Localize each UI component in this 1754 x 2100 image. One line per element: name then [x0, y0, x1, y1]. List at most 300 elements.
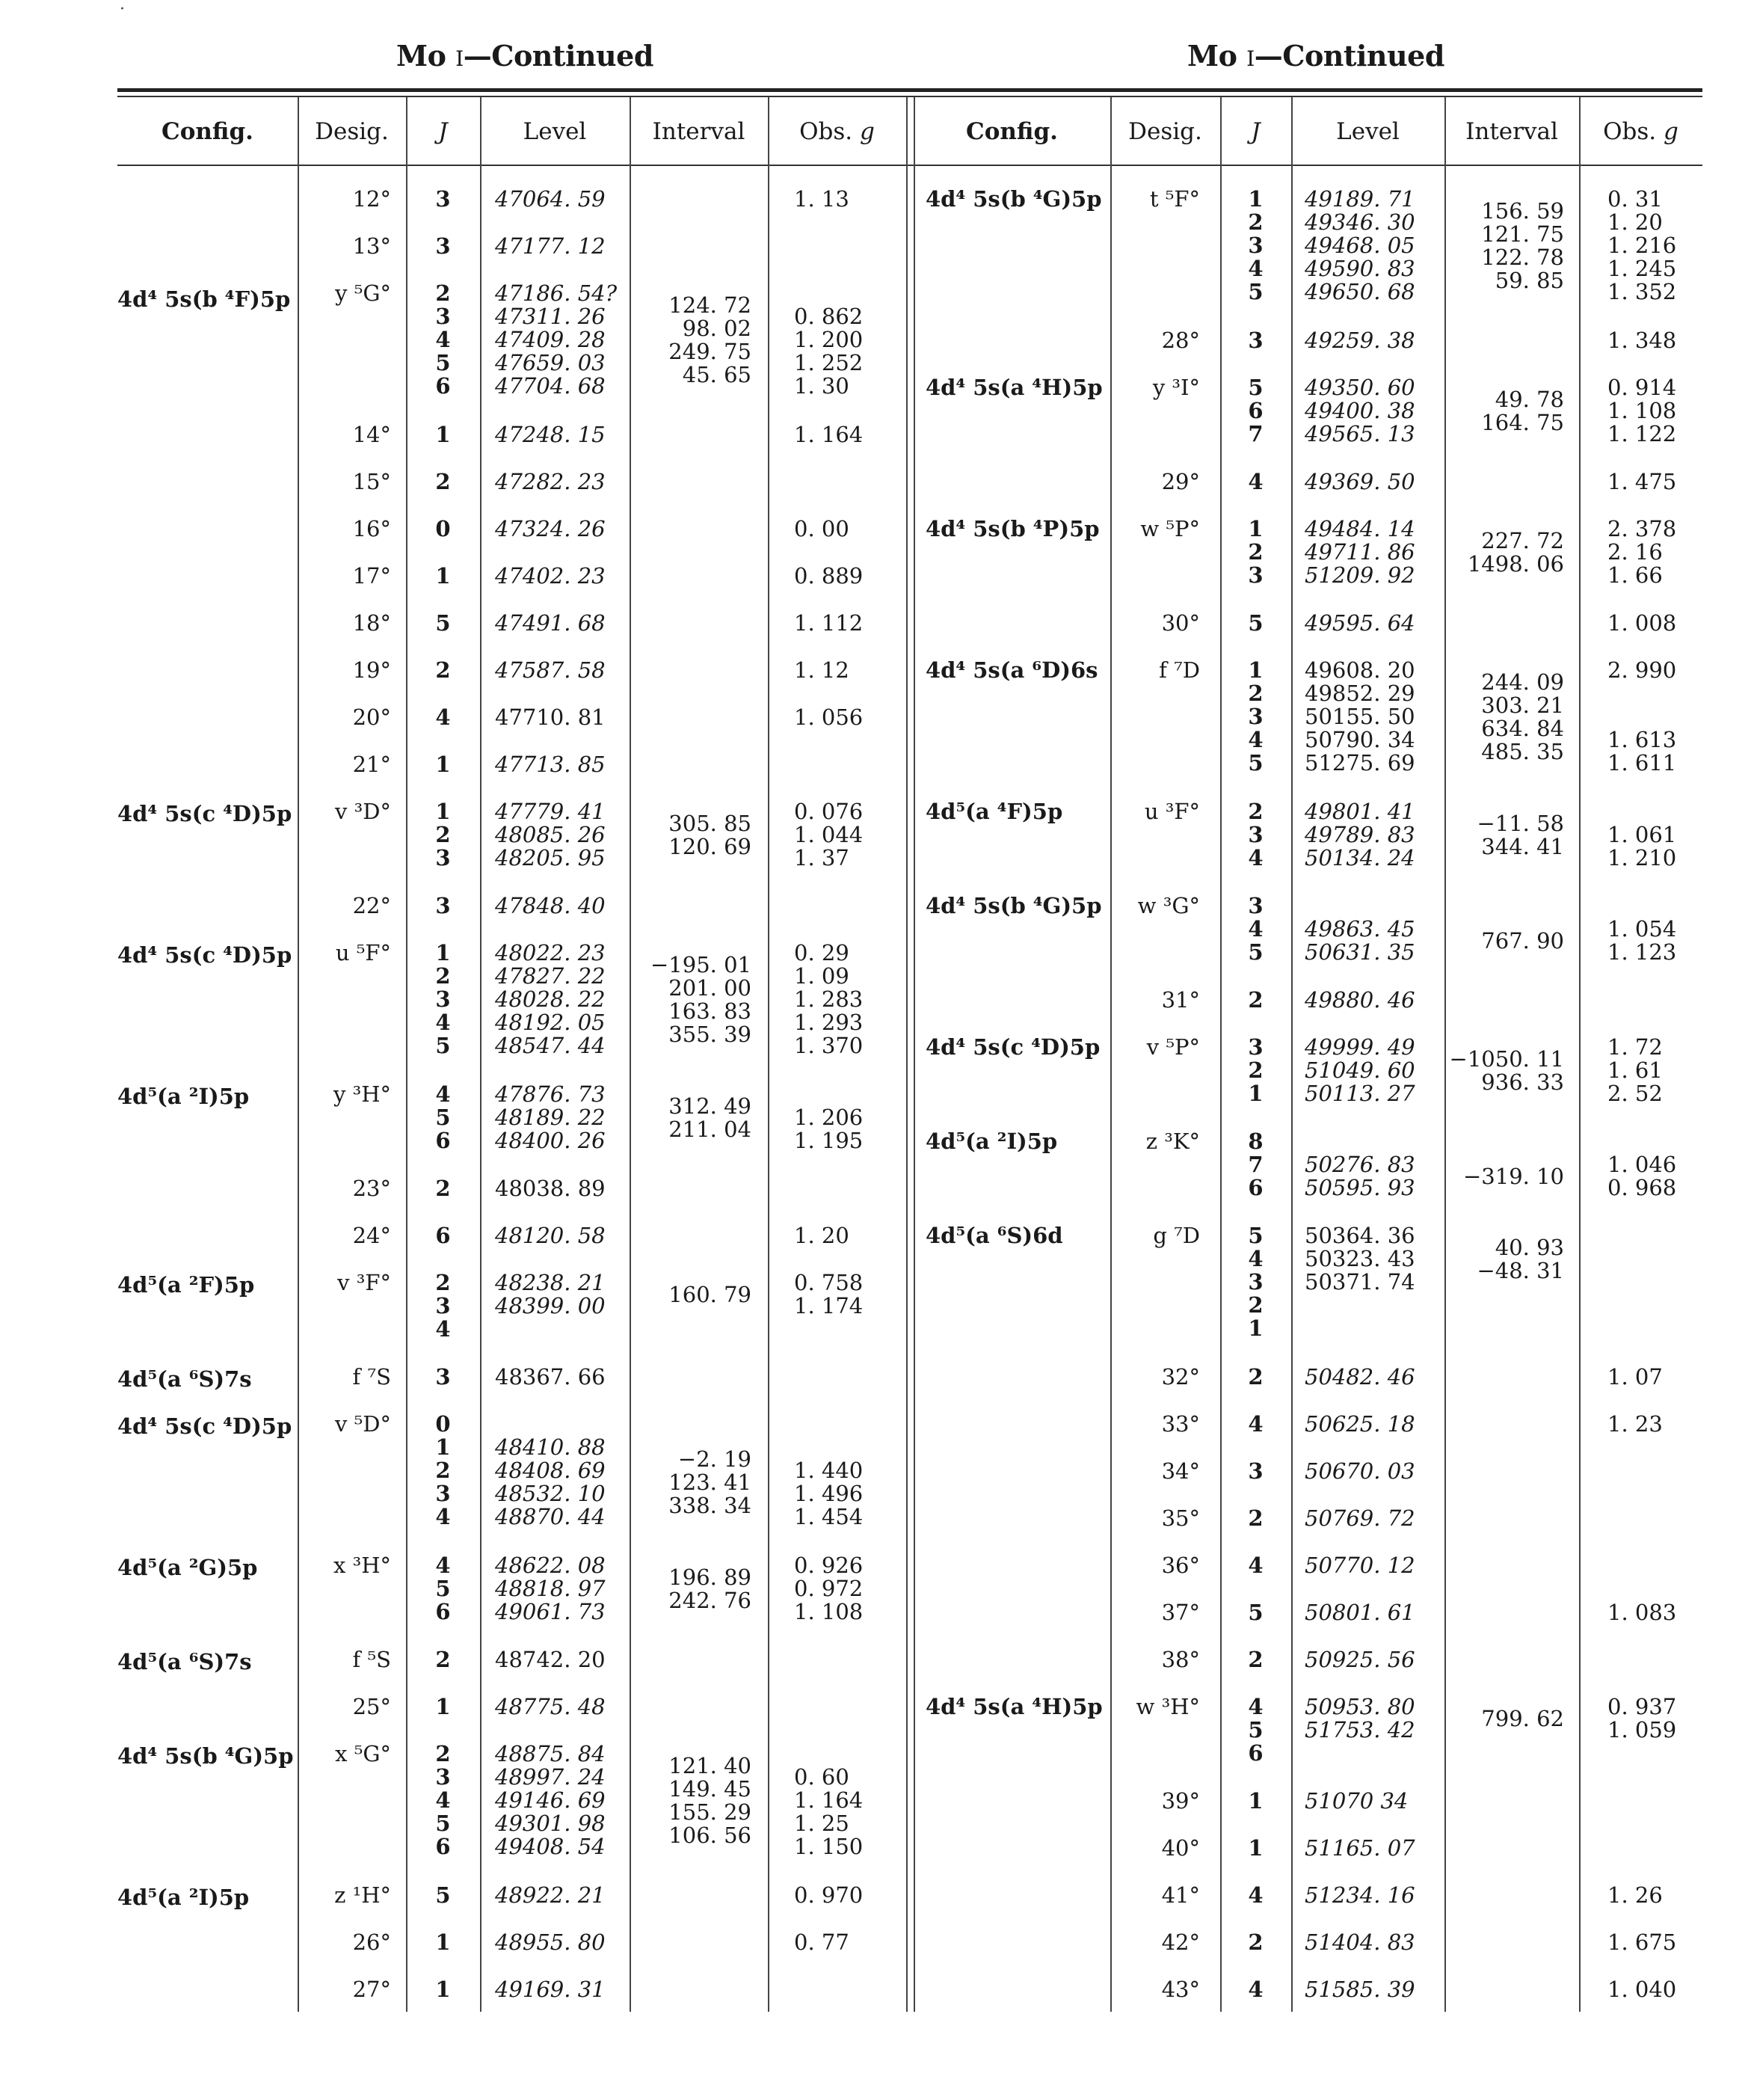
right-obs-g-cell: 1. 23: [1607, 1411, 1663, 1437]
left-obs-g-header: Obs. g: [799, 118, 875, 145]
right-j-cell: 2: [1248, 539, 1264, 565]
left-interval-cell: 98. 02: [682, 316, 751, 341]
left-j-cell: 1: [435, 1977, 451, 2002]
left-designation-cell: 13°: [352, 233, 391, 259]
right-level-cell: 51209. 92: [1305, 562, 1415, 588]
left-level-cell: 47186. 54?: [495, 280, 618, 306]
left-j-cell: 2: [435, 963, 451, 989]
right-level-cell: 49484. 14: [1305, 516, 1415, 541]
right-obs-g-cell: 1. 675: [1607, 1929, 1677, 1955]
left-designation-cell: z ¹H°: [334, 1882, 391, 1908]
left-designation-cell: 16°: [352, 516, 391, 541]
right-designation-cell: 30°: [1161, 610, 1200, 636]
left-j-cell: 4: [435, 1553, 451, 1578]
right-level-cell: 50113. 27: [1305, 1081, 1415, 1106]
right-level-cell: 49259. 38: [1305, 328, 1415, 353]
left-j-cell: 1: [435, 422, 451, 447]
right-designation-cell: 34°: [1161, 1458, 1200, 1484]
right-obs-g-cell: 1. 07: [1607, 1364, 1663, 1390]
right-obs-g-cell: 1. 122: [1607, 421, 1677, 446]
left-interval-header: Interval: [652, 118, 745, 145]
left-interval-cell: 106. 56: [668, 1823, 751, 1848]
right-obs-g-cell: 1. 046: [1607, 1152, 1677, 1177]
left-j-cell: 3: [435, 1764, 451, 1790]
left-level-cell: 47587. 58: [495, 657, 606, 683]
left-level-cell: 48400. 26: [495, 1128, 606, 1153]
right-obs-g-cell: 1. 008: [1607, 610, 1677, 636]
left-j-cell: 2: [435, 1270, 451, 1295]
right-obs-g-cell: 1. 613: [1607, 727, 1677, 752]
header-bottom-rule: [117, 165, 1702, 166]
right-config-cell: 4d⁵(a ²I)5p: [926, 1129, 1058, 1154]
left-j-cell: 6: [435, 1128, 451, 1153]
left-j-cell: 5: [435, 610, 451, 636]
right-interval-cell: 485. 35: [1481, 739, 1564, 764]
center-divider-b: [914, 97, 915, 2012]
right-designation-cell: 35°: [1161, 1505, 1200, 1531]
left-config-cell: 4d⁵(a ²G)5p: [117, 1555, 258, 1580]
left-level-cell: 48870. 44: [495, 1504, 606, 1529]
left-j-cell: 2: [435, 1741, 451, 1766]
left-level-cell: 47064. 59: [495, 186, 606, 212]
left-designation-cell: 17°: [352, 563, 391, 589]
left-obs-g-cell: 1. 283: [794, 986, 864, 1012]
left-interval-cell: 242. 76: [668, 1588, 751, 1613]
left-interval-cell: 201. 00: [668, 975, 751, 1001]
right-j-cell: 1: [1248, 186, 1264, 212]
left-obs-g-cell: 1. 37: [794, 845, 849, 871]
right-designation-cell: g ⁷D: [1153, 1223, 1200, 1248]
left-j-cell: 2: [435, 822, 451, 847]
left-level-cell: 47324. 26: [495, 516, 606, 541]
right-column-divider: [1291, 97, 1293, 2012]
right-j-cell: 4: [1248, 469, 1264, 494]
right-j-cell: 5: [1248, 750, 1264, 776]
right-designation-cell: f ⁷D: [1159, 657, 1200, 683]
left-j-cell: 0: [435, 1411, 451, 1437]
left-j-cell: 4: [435, 327, 451, 352]
right-j-cell: 2: [1248, 799, 1264, 824]
left-j-cell: 5: [435, 1576, 451, 1601]
left-config-cell: 4d⁵(a ²I)5p: [117, 1885, 250, 1910]
right-level-cell: 51275. 69: [1305, 750, 1415, 776]
right-j-cell: 3: [1248, 1034, 1264, 1060]
right-j-cell: 3: [1248, 704, 1264, 729]
right-level-cell: 49468. 05: [1305, 233, 1415, 258]
scan-speck: ·: [120, 0, 125, 19]
left-level-cell: 48547. 44: [495, 1033, 606, 1058]
right-interval-cell: 936. 33: [1481, 1069, 1564, 1095]
right-designation-cell: 41°: [1161, 1882, 1200, 1908]
left-j-cell: 5: [435, 350, 451, 375]
left-obs-g-cell: 0. 889: [794, 563, 864, 589]
right-interval-cell: 244. 09: [1481, 669, 1564, 695]
left-designation-cell: 25°: [352, 1694, 391, 1719]
right-j-cell: 2: [1248, 209, 1264, 235]
right-j-cell: 2: [1248, 1292, 1264, 1318]
center-divider-a: [906, 97, 908, 2012]
right-obs-g-cell: 1. 611: [1607, 750, 1677, 776]
right-config-cell: 4d⁴ 5s(b ⁴P)5p: [926, 516, 1100, 541]
left-j-cell: 2: [435, 1647, 451, 1672]
right-obs-g-cell: 0. 937: [1607, 1694, 1677, 1719]
left-level-cell: 47491. 68: [495, 610, 606, 636]
right-j-header: J: [1251, 118, 1261, 145]
left-config-cell: 4d⁵(a ²F)5p: [117, 1272, 255, 1298]
right-j-cell: 5: [1248, 1600, 1264, 1625]
right-obs-g-cell: 1. 108: [1607, 398, 1677, 423]
right-j-cell: 4: [1248, 1694, 1264, 1719]
left-obs-g-cell: 1. 440: [794, 1458, 864, 1483]
left-obs-g-cell: 1. 195: [794, 1128, 864, 1153]
right-j-cell: 2: [1248, 681, 1264, 706]
left-designation-cell: 12°: [352, 186, 391, 212]
left-interval-cell: 160. 79: [668, 1282, 751, 1307]
right-interval-cell: −48. 31: [1477, 1258, 1564, 1283]
right-j-cell: 2: [1248, 987, 1264, 1013]
right-designation-cell: 28°: [1161, 328, 1200, 353]
left-obs-g-cell: 0. 60: [794, 1764, 849, 1790]
right-interval-cell: 40. 93: [1495, 1235, 1564, 1260]
top-rule-thin: [117, 96, 1702, 97]
right-level-cell: 50631. 35: [1305, 939, 1415, 965]
left-interval-cell: −195. 01: [650, 952, 751, 977]
left-j-cell: 5: [435, 1105, 451, 1130]
left-designation-cell: x ⁵G°: [335, 1741, 391, 1766]
right-j-cell: 4: [1248, 845, 1264, 871]
left-level-cell: 48120. 58: [495, 1223, 606, 1248]
right-j-cell: 3: [1248, 893, 1264, 918]
left-level-cell: 47704. 68: [495, 373, 606, 399]
left-level-cell: 49146. 69: [495, 1787, 606, 1813]
left-level-cell: 47282. 23: [495, 469, 606, 494]
right-obs-g-cell: 1. 72: [1607, 1034, 1663, 1060]
left-obs-g-cell: 1. 044: [794, 822, 864, 847]
left-level-cell: 48192. 05: [495, 1010, 606, 1035]
right-obs-g-cell: 1. 210: [1607, 845, 1677, 871]
left-level-cell: 49169. 31: [495, 1977, 606, 2002]
right-interval-cell: 227. 72: [1481, 528, 1564, 553]
right-j-cell: 7: [1248, 421, 1264, 446]
right-j-cell: 4: [1248, 1977, 1264, 2002]
right-interval-cell: 59. 85: [1495, 268, 1564, 293]
left-j-cell: 3: [435, 893, 451, 918]
left-level-header: Level: [523, 118, 587, 145]
left-designation-cell: v ³D°: [335, 799, 391, 824]
right-obs-g-cell: 1. 123: [1607, 939, 1677, 965]
left-obs-g-cell: 0. 862: [794, 304, 864, 329]
left-column-divider: [768, 97, 769, 2012]
left-designation-cell: 23°: [352, 1176, 391, 1201]
right-j-cell: 4: [1248, 1553, 1264, 1578]
left-designation-cell: y ⁵G°: [335, 280, 391, 306]
left-level-cell: 47311. 26: [495, 304, 606, 329]
left-level-cell: 48955. 80: [495, 1929, 606, 1955]
left-level-cell: 48532. 10: [495, 1481, 606, 1506]
right-designation-cell: w ⁵P°: [1140, 516, 1200, 541]
right-level-cell: 50371. 74: [1305, 1269, 1415, 1295]
left-obs-g-cell: 1. 252: [794, 350, 864, 375]
right-j-cell: 4: [1248, 727, 1264, 752]
left-obs-g-cell: 1. 108: [794, 1599, 864, 1624]
left-designation-cell: 26°: [352, 1929, 391, 1955]
right-j-cell: 5: [1248, 1223, 1264, 1248]
left-j-cell: 3: [435, 845, 451, 871]
right-level-cell: 49789. 83: [1305, 822, 1415, 847]
left-interval-cell: −2. 19: [677, 1446, 751, 1472]
right-designation-cell: z ³K°: [1145, 1129, 1200, 1154]
right-j-cell: 1: [1248, 1788, 1264, 1814]
right-level-cell: 51234. 16: [1305, 1882, 1415, 1908]
left-j-cell: 5: [435, 1033, 451, 1058]
left-j-cell: 3: [435, 186, 451, 212]
left-obs-g-cell: 0. 076: [794, 799, 864, 824]
left-designation-cell: y ³H°: [333, 1081, 391, 1107]
right-obs-g-cell: 1. 054: [1607, 916, 1677, 942]
left-obs-g-cell: 1. 174: [794, 1293, 864, 1318]
left-designation-cell: v ³F°: [337, 1270, 391, 1295]
left-obs-g-cell: 1. 164: [794, 422, 864, 447]
left-obs-g-cell: 1. 13: [794, 186, 849, 212]
right-level-cell: 50769. 72: [1305, 1505, 1415, 1531]
right-config-header: Config.: [966, 118, 1058, 145]
left-obs-g-cell: 1. 370: [794, 1033, 864, 1058]
right-j-cell: 3: [1248, 562, 1264, 588]
top-double-rule: [117, 88, 1702, 92]
left-level-cell: 47710. 81: [495, 704, 606, 730]
right-obs-g-cell: 1. 352: [1607, 279, 1677, 304]
left-designation-cell: u ⁵F°: [335, 940, 391, 965]
right-j-cell: 1: [1248, 1835, 1264, 1861]
right-config-cell: 4d⁴ 5s(b ⁴G)5p: [926, 893, 1102, 918]
right-obs-g-cell: 1. 040: [1607, 1977, 1677, 2002]
left-designation-cell: 19°: [352, 657, 391, 683]
left-level-cell: 48408. 69: [495, 1458, 606, 1483]
right-j-cell: 5: [1248, 939, 1264, 965]
right-designation-cell: y ³I°: [1152, 375, 1200, 400]
right-interval-cell: −319. 10: [1463, 1164, 1564, 1189]
right-obs-g-cell: 0. 31: [1607, 186, 1663, 212]
right-j-cell: 5: [1248, 1717, 1264, 1743]
right-designation-cell: 38°: [1161, 1647, 1200, 1672]
left-level-cell: 47402. 23: [495, 563, 606, 589]
left-j-cell: 5: [435, 1882, 451, 1908]
right-obs-g-cell: 1. 20: [1607, 209, 1663, 235]
left-level-cell: 47248. 15: [495, 422, 606, 447]
right-level-cell: 49608. 20: [1305, 657, 1415, 683]
right-designation-cell: 42°: [1161, 1929, 1200, 1955]
left-interval-cell: 163. 83: [668, 998, 751, 1024]
left-j-cell: 3: [435, 986, 451, 1012]
left-level-cell: 48399. 00: [495, 1293, 606, 1318]
left-obs-g-cell: 1. 496: [794, 1481, 864, 1506]
right-level-cell: 50482. 46: [1305, 1364, 1415, 1390]
left-level-cell: 48022. 23: [495, 940, 606, 965]
right-interval-cell: 49. 78: [1495, 387, 1564, 412]
left-level-cell: 47409. 28: [495, 327, 606, 352]
right-obs-g-cell: 1. 66: [1607, 562, 1663, 588]
right-level-cell: 50276. 83: [1305, 1152, 1415, 1177]
right-obs-g-cell: 1. 61: [1607, 1057, 1663, 1083]
left-level-cell: 48742. 20: [495, 1647, 606, 1672]
right-level-cell: 50953. 80: [1305, 1694, 1415, 1719]
left-designation-cell: 15°: [352, 469, 391, 494]
right-level-cell: 49350. 60: [1305, 375, 1415, 400]
left-designation-cell: 21°: [352, 752, 391, 777]
right-interval-cell: 156. 59: [1481, 198, 1564, 224]
right-level-cell: 51753. 42: [1305, 1717, 1415, 1743]
right-obs-g-cell: 1. 216: [1607, 233, 1677, 258]
right-interval-cell: 634. 84: [1481, 716, 1564, 741]
left-interval-cell: 121. 40: [668, 1753, 751, 1778]
left-level-cell: 48818. 97: [495, 1576, 606, 1601]
right-level-cell: 50770. 12: [1305, 1553, 1415, 1578]
right-table-title: Mo I—Continued: [1187, 39, 1444, 73]
left-level-cell: 49408. 54: [495, 1834, 606, 1859]
left-designation-cell: f ⁵S: [352, 1647, 391, 1672]
left-interval-cell: 312. 49: [668, 1093, 751, 1119]
left-j-cell: 3: [435, 233, 451, 259]
left-interval-cell: 120. 69: [668, 834, 751, 859]
left-level-cell: 48997. 24: [495, 1764, 606, 1790]
right-obs-g-cell: 1. 061: [1607, 822, 1677, 847]
left-level-cell: 48367. 66: [495, 1364, 606, 1390]
left-j-cell: 1: [435, 1694, 451, 1719]
right-level-cell: 49650. 68: [1305, 279, 1415, 304]
left-obs-g-cell: 1. 112: [794, 610, 864, 636]
left-j-cell: 2: [435, 657, 451, 683]
left-desig-header: Desig.: [315, 118, 389, 145]
right-j-cell: 1: [1248, 657, 1264, 683]
left-designation-cell: 18°: [352, 610, 391, 636]
right-designation-cell: w ³G°: [1137, 893, 1200, 918]
right-designation-cell: 36°: [1161, 1553, 1200, 1578]
left-config-cell: 4d⁵(a ²I)5p: [117, 1084, 250, 1109]
left-obs-g-cell: 1. 293: [794, 1010, 864, 1035]
left-level-cell: 49061. 73: [495, 1599, 606, 1624]
right-config-cell: 4d⁴ 5s(a ⁴H)5p: [926, 375, 1103, 400]
right-designation-cell: 39°: [1161, 1788, 1200, 1814]
left-level-cell: 48038. 89: [495, 1176, 606, 1201]
right-level-cell: 51585. 39: [1305, 1977, 1415, 2002]
left-j-cell: 0: [435, 516, 451, 541]
left-obs-g-cell: 1. 206: [794, 1105, 864, 1130]
left-designation-cell: v ⁵D°: [335, 1411, 391, 1437]
left-obs-g-cell: 0. 00: [794, 516, 849, 541]
right-level-cell: 50790. 34: [1305, 727, 1415, 752]
left-j-cell: 3: [435, 304, 451, 329]
right-level-cell: 49369. 50: [1305, 469, 1415, 494]
right-interval-cell: −1050. 11: [1449, 1046, 1564, 1072]
right-obs-g-cell: 1. 059: [1607, 1717, 1677, 1743]
right-level-cell: 50364. 36: [1305, 1223, 1415, 1248]
left-designation-cell: 14°: [352, 422, 391, 447]
right-obs-g-cell: 1. 26: [1607, 1882, 1663, 1908]
right-level-cell: 50625. 18: [1305, 1411, 1415, 1437]
left-j-cell: 1: [435, 1929, 451, 1955]
left-level-cell: 47779. 41: [495, 799, 606, 824]
left-designation-cell: 22°: [352, 893, 391, 918]
right-j-cell: 5: [1248, 375, 1264, 400]
right-config-cell: 4d⁴ 5s(a ⁴H)5p: [926, 1694, 1103, 1719]
right-j-cell: 6: [1248, 1175, 1264, 1200]
left-interval-cell: 338. 34: [668, 1493, 751, 1518]
left-designation-cell: 27°: [352, 1977, 391, 2002]
left-obs-g-cell: 1. 164: [794, 1787, 864, 1813]
right-level-cell: 51049. 60: [1305, 1057, 1415, 1083]
right-j-cell: 6: [1248, 1740, 1264, 1766]
left-interval-cell: 305. 85: [668, 811, 751, 836]
left-j-cell: 4: [435, 1787, 451, 1813]
left-interval-cell: 45. 65: [682, 362, 751, 387]
right-j-cell: 4: [1248, 1411, 1264, 1437]
right-j-cell: 4: [1248, 1882, 1264, 1908]
right-config-cell: 4d⁴ 5s(a ⁶D)6s: [926, 657, 1098, 683]
right-designation-cell: 32°: [1161, 1364, 1200, 1390]
right-designation-cell: u ³F°: [1144, 799, 1200, 824]
left-obs-g-cell: 1. 056: [794, 704, 864, 730]
right-obs-g-header: Obs. g: [1603, 118, 1678, 145]
left-level-cell: 48622. 08: [495, 1553, 606, 1578]
left-j-cell: 1: [435, 799, 451, 824]
left-level-cell: 48238. 21: [495, 1270, 606, 1295]
left-level-cell: 48775. 48: [495, 1694, 606, 1719]
right-obs-g-cell: 0. 914: [1607, 375, 1677, 400]
left-config-cell: 4d⁴ 5s(c ⁴D)5p: [117, 801, 292, 826]
right-desig-header: Desig.: [1128, 118, 1202, 145]
right-designation-cell: v ⁵P°: [1146, 1034, 1200, 1060]
left-j-cell: 2: [435, 469, 451, 494]
right-interval-cell: 1498. 06: [1467, 551, 1564, 577]
right-designation-cell: 40°: [1161, 1835, 1200, 1861]
right-j-cell: 2: [1248, 1647, 1264, 1672]
left-obs-g-cell: 0. 970: [794, 1882, 864, 1908]
right-obs-g-cell: 2. 52: [1607, 1081, 1663, 1106]
right-j-cell: 5: [1248, 279, 1264, 304]
right-interval-header: Interval: [1465, 118, 1558, 145]
right-level-cell: 50801. 61: [1305, 1600, 1415, 1625]
left-j-cell: 3: [435, 1364, 451, 1390]
right-designation-cell: t ⁵F°: [1149, 186, 1200, 212]
right-level-cell: 51404. 83: [1305, 1929, 1415, 1955]
left-table-title: Mo I—Continued: [396, 39, 653, 73]
left-level-cell: 47876. 73: [495, 1081, 606, 1107]
right-designation-cell: 37°: [1161, 1600, 1200, 1625]
left-column-divider: [480, 97, 481, 2012]
right-level-cell: 49400. 38: [1305, 398, 1415, 423]
right-level-header: Level: [1336, 118, 1400, 145]
right-interval-cell: 164. 75: [1481, 410, 1564, 435]
right-interval-cell: 767. 90: [1481, 928, 1564, 954]
left-interval-cell: 249. 75: [668, 339, 751, 364]
right-level-cell: 51070 34: [1305, 1788, 1409, 1814]
left-obs-g-cell: 1. 454: [794, 1504, 864, 1529]
right-level-cell: 49595. 64: [1305, 610, 1415, 636]
right-level-cell: 49189. 71: [1305, 186, 1415, 212]
left-config-cell: 4d⁴ 5s(b ⁴G)5p: [117, 1743, 294, 1769]
left-column-divider: [298, 97, 299, 2012]
right-j-cell: 1: [1248, 516, 1264, 541]
right-obs-g-cell: 2. 990: [1607, 657, 1677, 683]
right-designation-cell: 33°: [1161, 1411, 1200, 1437]
left-level-cell: 48410. 88: [495, 1434, 606, 1460]
left-j-cell: 1: [435, 1434, 451, 1460]
right-level-cell: 50323. 43: [1305, 1246, 1415, 1271]
right-obs-g-cell: 1. 348: [1607, 328, 1677, 353]
left-level-cell: 49301. 98: [495, 1811, 606, 1836]
left-j-cell: 2: [435, 1176, 451, 1201]
left-j-cell: 3: [435, 1293, 451, 1318]
